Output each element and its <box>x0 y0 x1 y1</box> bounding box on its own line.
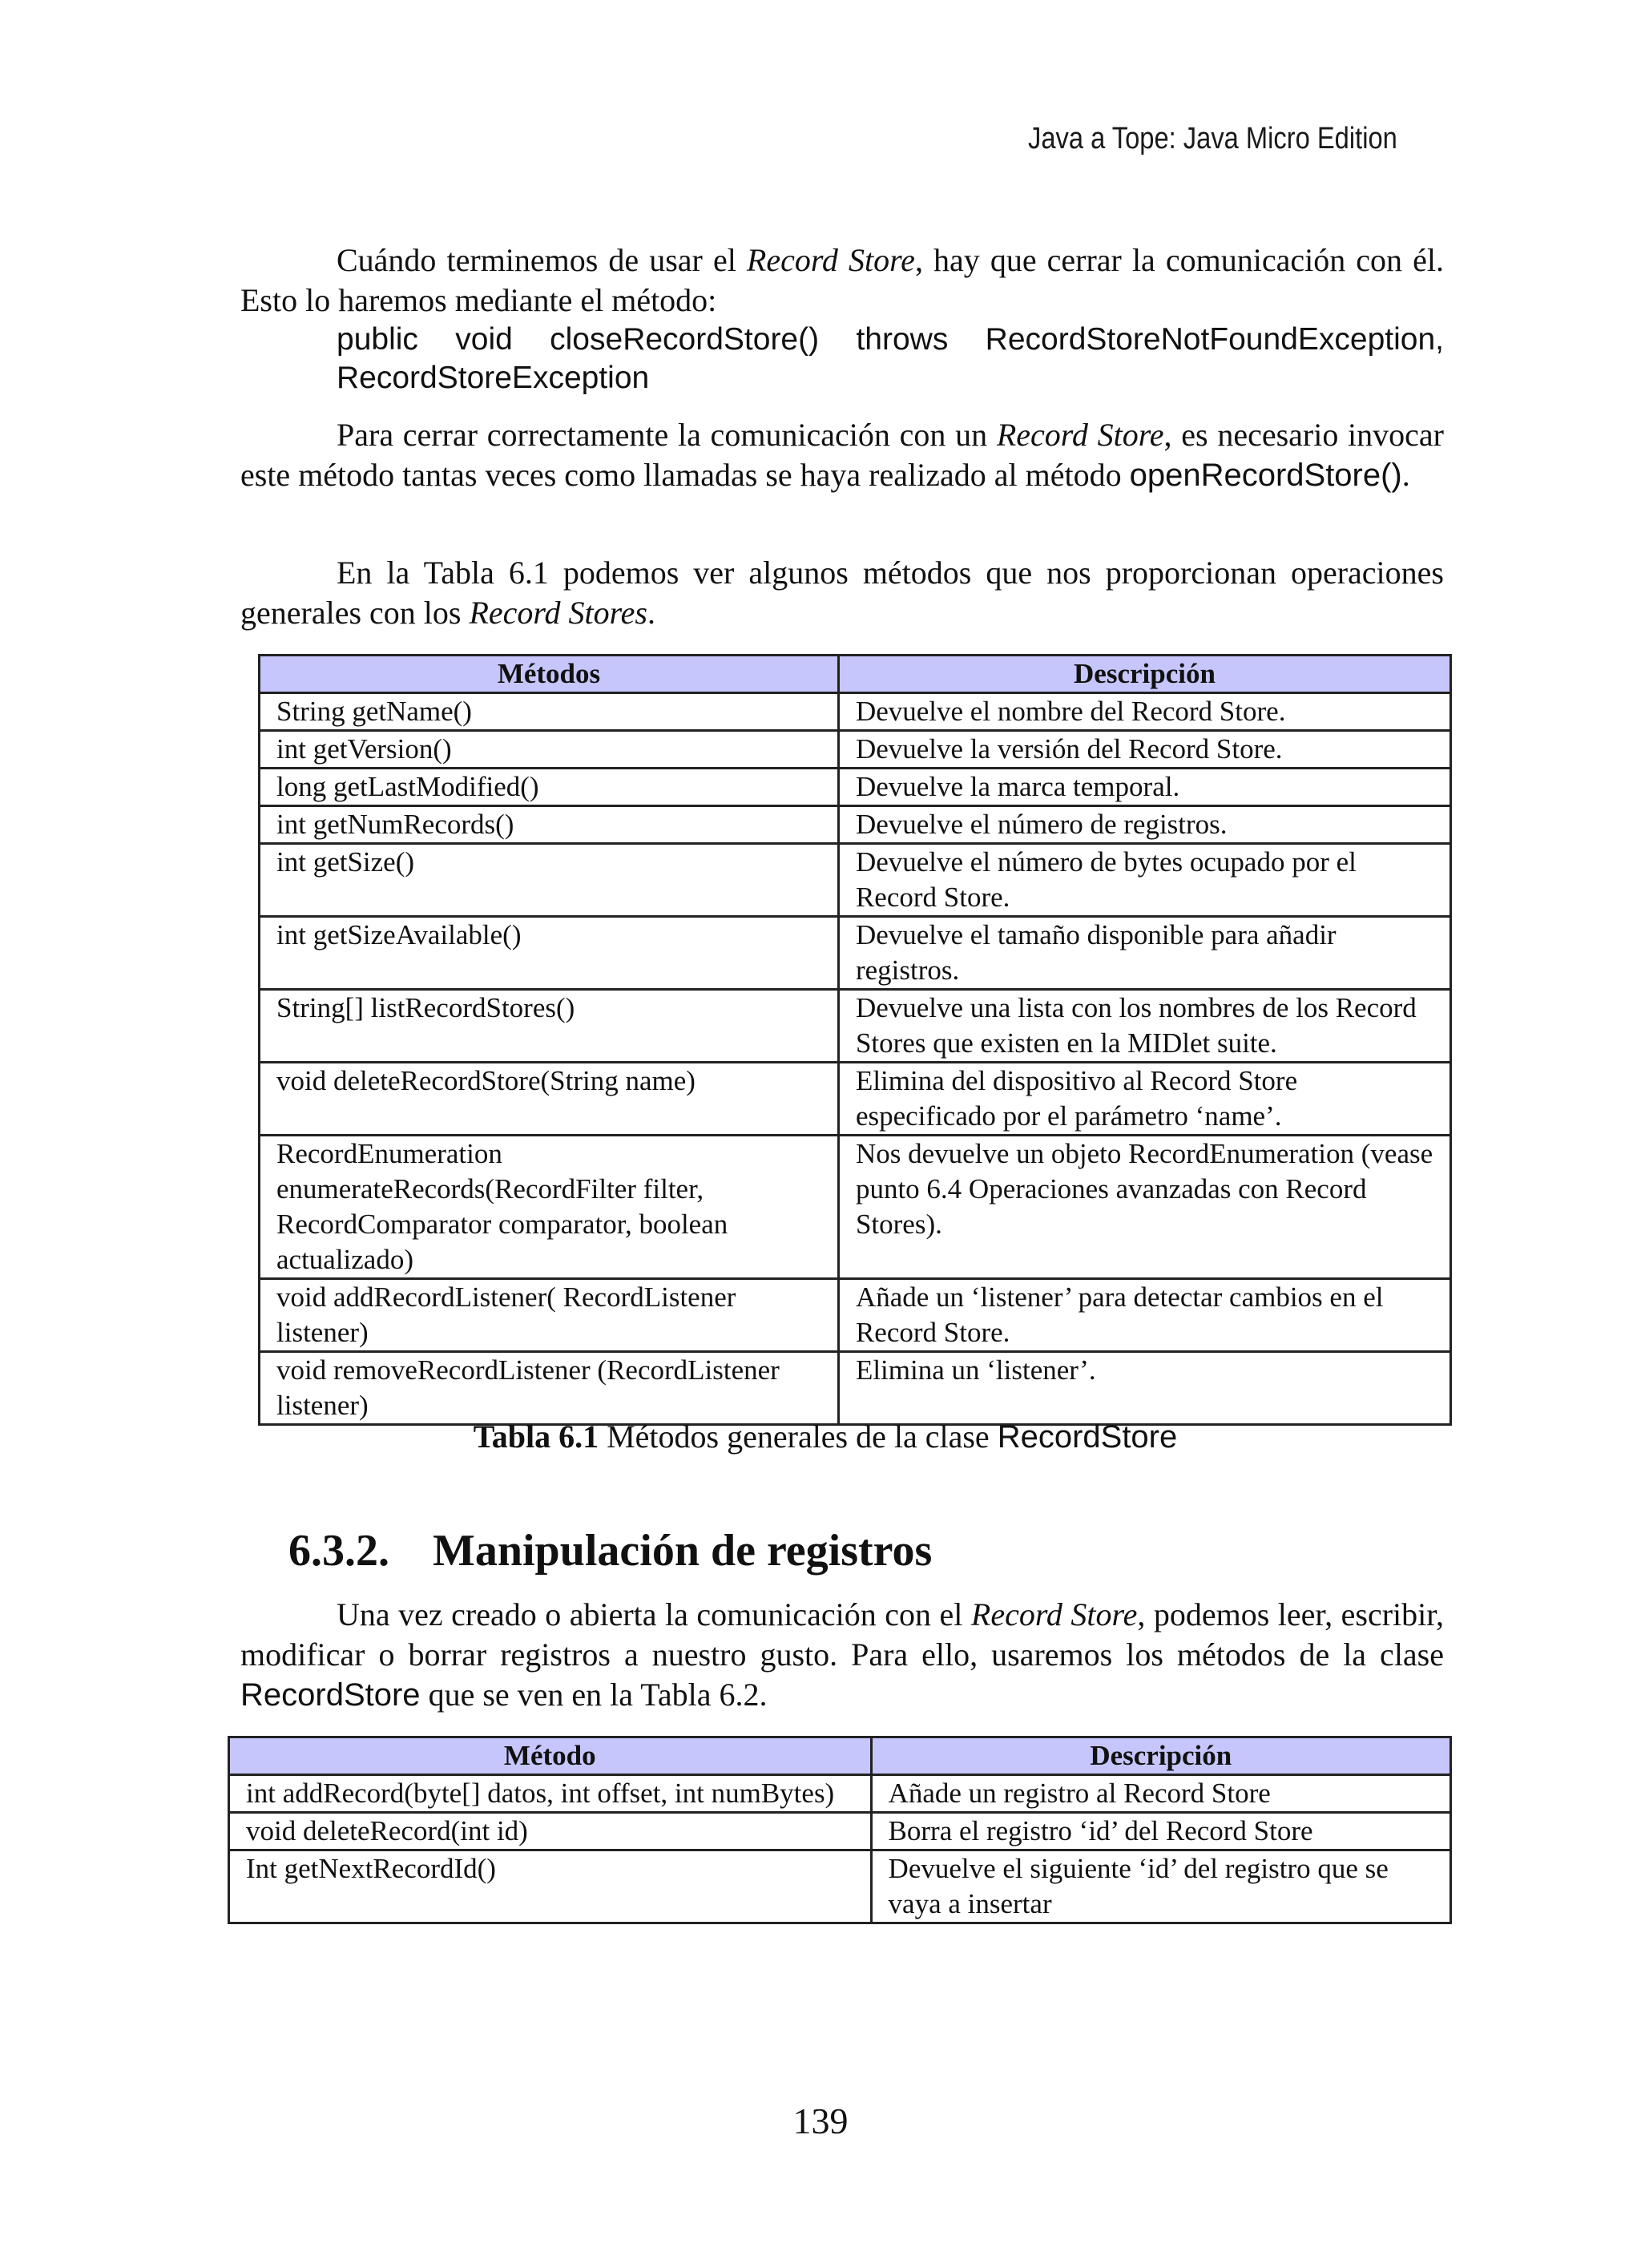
table-row <box>260 1279 1451 1352</box>
caption-label: Tabla 6.1 <box>473 1419 599 1455</box>
method-cell: int getSize() <box>260 844 839 917</box>
caption-text: Métodos generales de la clase <box>599 1419 998 1455</box>
table-row <box>260 1352 1451 1425</box>
table-row <box>260 917 1451 990</box>
para2-text-a: Para cerrar correctamente la comunicación con un <box>337 417 997 453</box>
table2-header-row <box>229 1737 1451 1775</box>
table1-header-row <box>260 656 1451 693</box>
method-cell: void addRecordListener( RecordListener listener) <box>260 1279 839 1352</box>
para3-term: Record Stores <box>469 595 647 631</box>
table-row <box>260 769 1451 806</box>
paragraph-record-manipulation <box>240 1595 1444 1715</box>
page-number: 139 <box>792 2101 849 2141</box>
table-row <box>229 1850 1451 1923</box>
description-cell: Devuelve el número de bytes ocupado por el Record Store. <box>838 844 1450 917</box>
paragraph-close-record-store <box>240 240 1444 321</box>
description-cell: Devuelve el siguiente ‘id’ del registro que se vaya a insertar <box>871 1850 1450 1923</box>
method-cell: void deleteRecordStore(String name) <box>260 1063 839 1136</box>
para2-method: openRecordStore() <box>1129 458 1402 493</box>
method-signature <box>337 321 1444 398</box>
section-number: 6.3.2. <box>288 1526 389 1576</box>
table1-header-method: Métodos <box>260 656 839 693</box>
table-row <box>260 806 1451 844</box>
method-cell: long getLastModified() <box>260 769 839 806</box>
table-row <box>229 1775 1451 1813</box>
table-row <box>260 1136 1451 1279</box>
description-cell: Devuelve una lista con los nombres de los Record Stores que existen en la MIDlet suite. <box>838 990 1450 1063</box>
section-heading <box>288 1523 932 1579</box>
para4-classname: RecordStore <box>240 1677 421 1713</box>
table-row <box>229 1813 1451 1850</box>
caption-classname: RecordStore <box>997 1419 1178 1455</box>
table-row <box>260 731 1451 769</box>
table-row <box>260 990 1451 1063</box>
method-cell: void deleteRecord(int id) <box>229 1813 872 1850</box>
method-cell: int addRecord(byte[] datos, int offset, int numBytes) <box>229 1775 872 1813</box>
table1-caption <box>240 1417 1410 1457</box>
description-cell: Devuelve el nombre del Record Store. <box>838 693 1450 731</box>
table-general-methods <box>258 654 1452 1426</box>
signature-line-2: RecordStoreException <box>337 361 650 395</box>
description-cell: Añade un ‘listener’ para detectar cambios en el Record Store. <box>838 1279 1450 1352</box>
description-cell: Borra el registro ‘id’ del Record Store <box>871 1813 1450 1850</box>
description-cell: Devuelve la versión del Record Store. <box>838 731 1450 769</box>
description-cell: Añade un registro al Record Store <box>871 1775 1450 1813</box>
description-cell: Devuelve la marca temporal. <box>838 769 1450 806</box>
method-cell: int getSizeAvailable() <box>260 917 839 990</box>
paragraph-table-intro <box>240 553 1444 633</box>
para2-text-b: , es necesario invocar este método tantas veces como llamadas se haya realizado al método <box>240 417 1444 493</box>
para3-text-b: . <box>647 595 655 631</box>
table-row <box>260 844 1451 917</box>
table2-header-method: Método <box>229 1737 872 1775</box>
para2-text-c: . <box>1401 457 1410 493</box>
table2-header-description: Descripción <box>871 1737 1450 1775</box>
para4-text-a: Una vez creado o abierta la comunicación con el <box>337 1596 971 1632</box>
table1-header-description: Descripción <box>838 656 1450 693</box>
description-cell: Nos devuelve un objeto RecordEnumeration (vease punto 6.4 Operaciones avanzadas con Record Stores). <box>838 1136 1450 1279</box>
description-cell: Devuelve el tamaño disponible para añadir registros. <box>838 917 1450 990</box>
method-cell: String[] listRecordStores() <box>260 990 839 1063</box>
table-record-methods <box>228 1736 1452 1924</box>
para3-text-a: En la Tabla 6.1 podemos ver algunos métodos que nos proporcionan operaciones generales con los <box>240 555 1444 631</box>
description-cell: Elimina del dispositivo al Record Store especificado por el parámetro ‘name’. <box>838 1063 1450 1136</box>
table-row <box>260 693 1451 731</box>
para4-text-c: que se ven en la Tabla 6.2. <box>420 1677 768 1713</box>
description-cell: Elimina un ‘listener’. <box>838 1352 1450 1425</box>
section-title: Manipulación de registros <box>433 1526 933 1576</box>
method-cell: Int getNextRecordId() <box>229 1850 872 1923</box>
para4-term: Record Store <box>970 1596 1138 1632</box>
para1-text-b: , hay que cerrar la comunicación con él. Esto lo haremos mediante el método: <box>240 242 1444 318</box>
method-cell: int getNumRecords() <box>260 806 839 844</box>
method-cell: int getVersion() <box>260 731 839 769</box>
description-cell: Devuelve el número de registros. <box>838 806 1450 844</box>
para1-text-a: Cuándo terminemos de usar el <box>337 242 747 278</box>
signature-line-1: public void closeRecordStore() throws RecordStoreNotFoundException, <box>337 322 1444 357</box>
running-header: Java a Tope: Java Micro Edition <box>1028 122 1397 155</box>
method-cell: RecordEnumeration enumerateRecords(RecordFilter filter, RecordComparator comparator, boolean actualizado) <box>260 1136 839 1279</box>
method-cell: String getName() <box>260 693 839 731</box>
para4-text-b: , podemos leer, escribir, modificar o borrar registros a nuestro gusto. Para ello, usaremos los métodos de la clase <box>240 1596 1444 1673</box>
method-cell: void removeRecordListener (RecordListener listener) <box>260 1352 839 1425</box>
paragraph-close-correctly <box>240 415 1444 495</box>
table-row <box>260 1063 1451 1136</box>
para2-term: Record Store <box>996 417 1164 453</box>
para1-term: Record Store <box>746 242 915 278</box>
